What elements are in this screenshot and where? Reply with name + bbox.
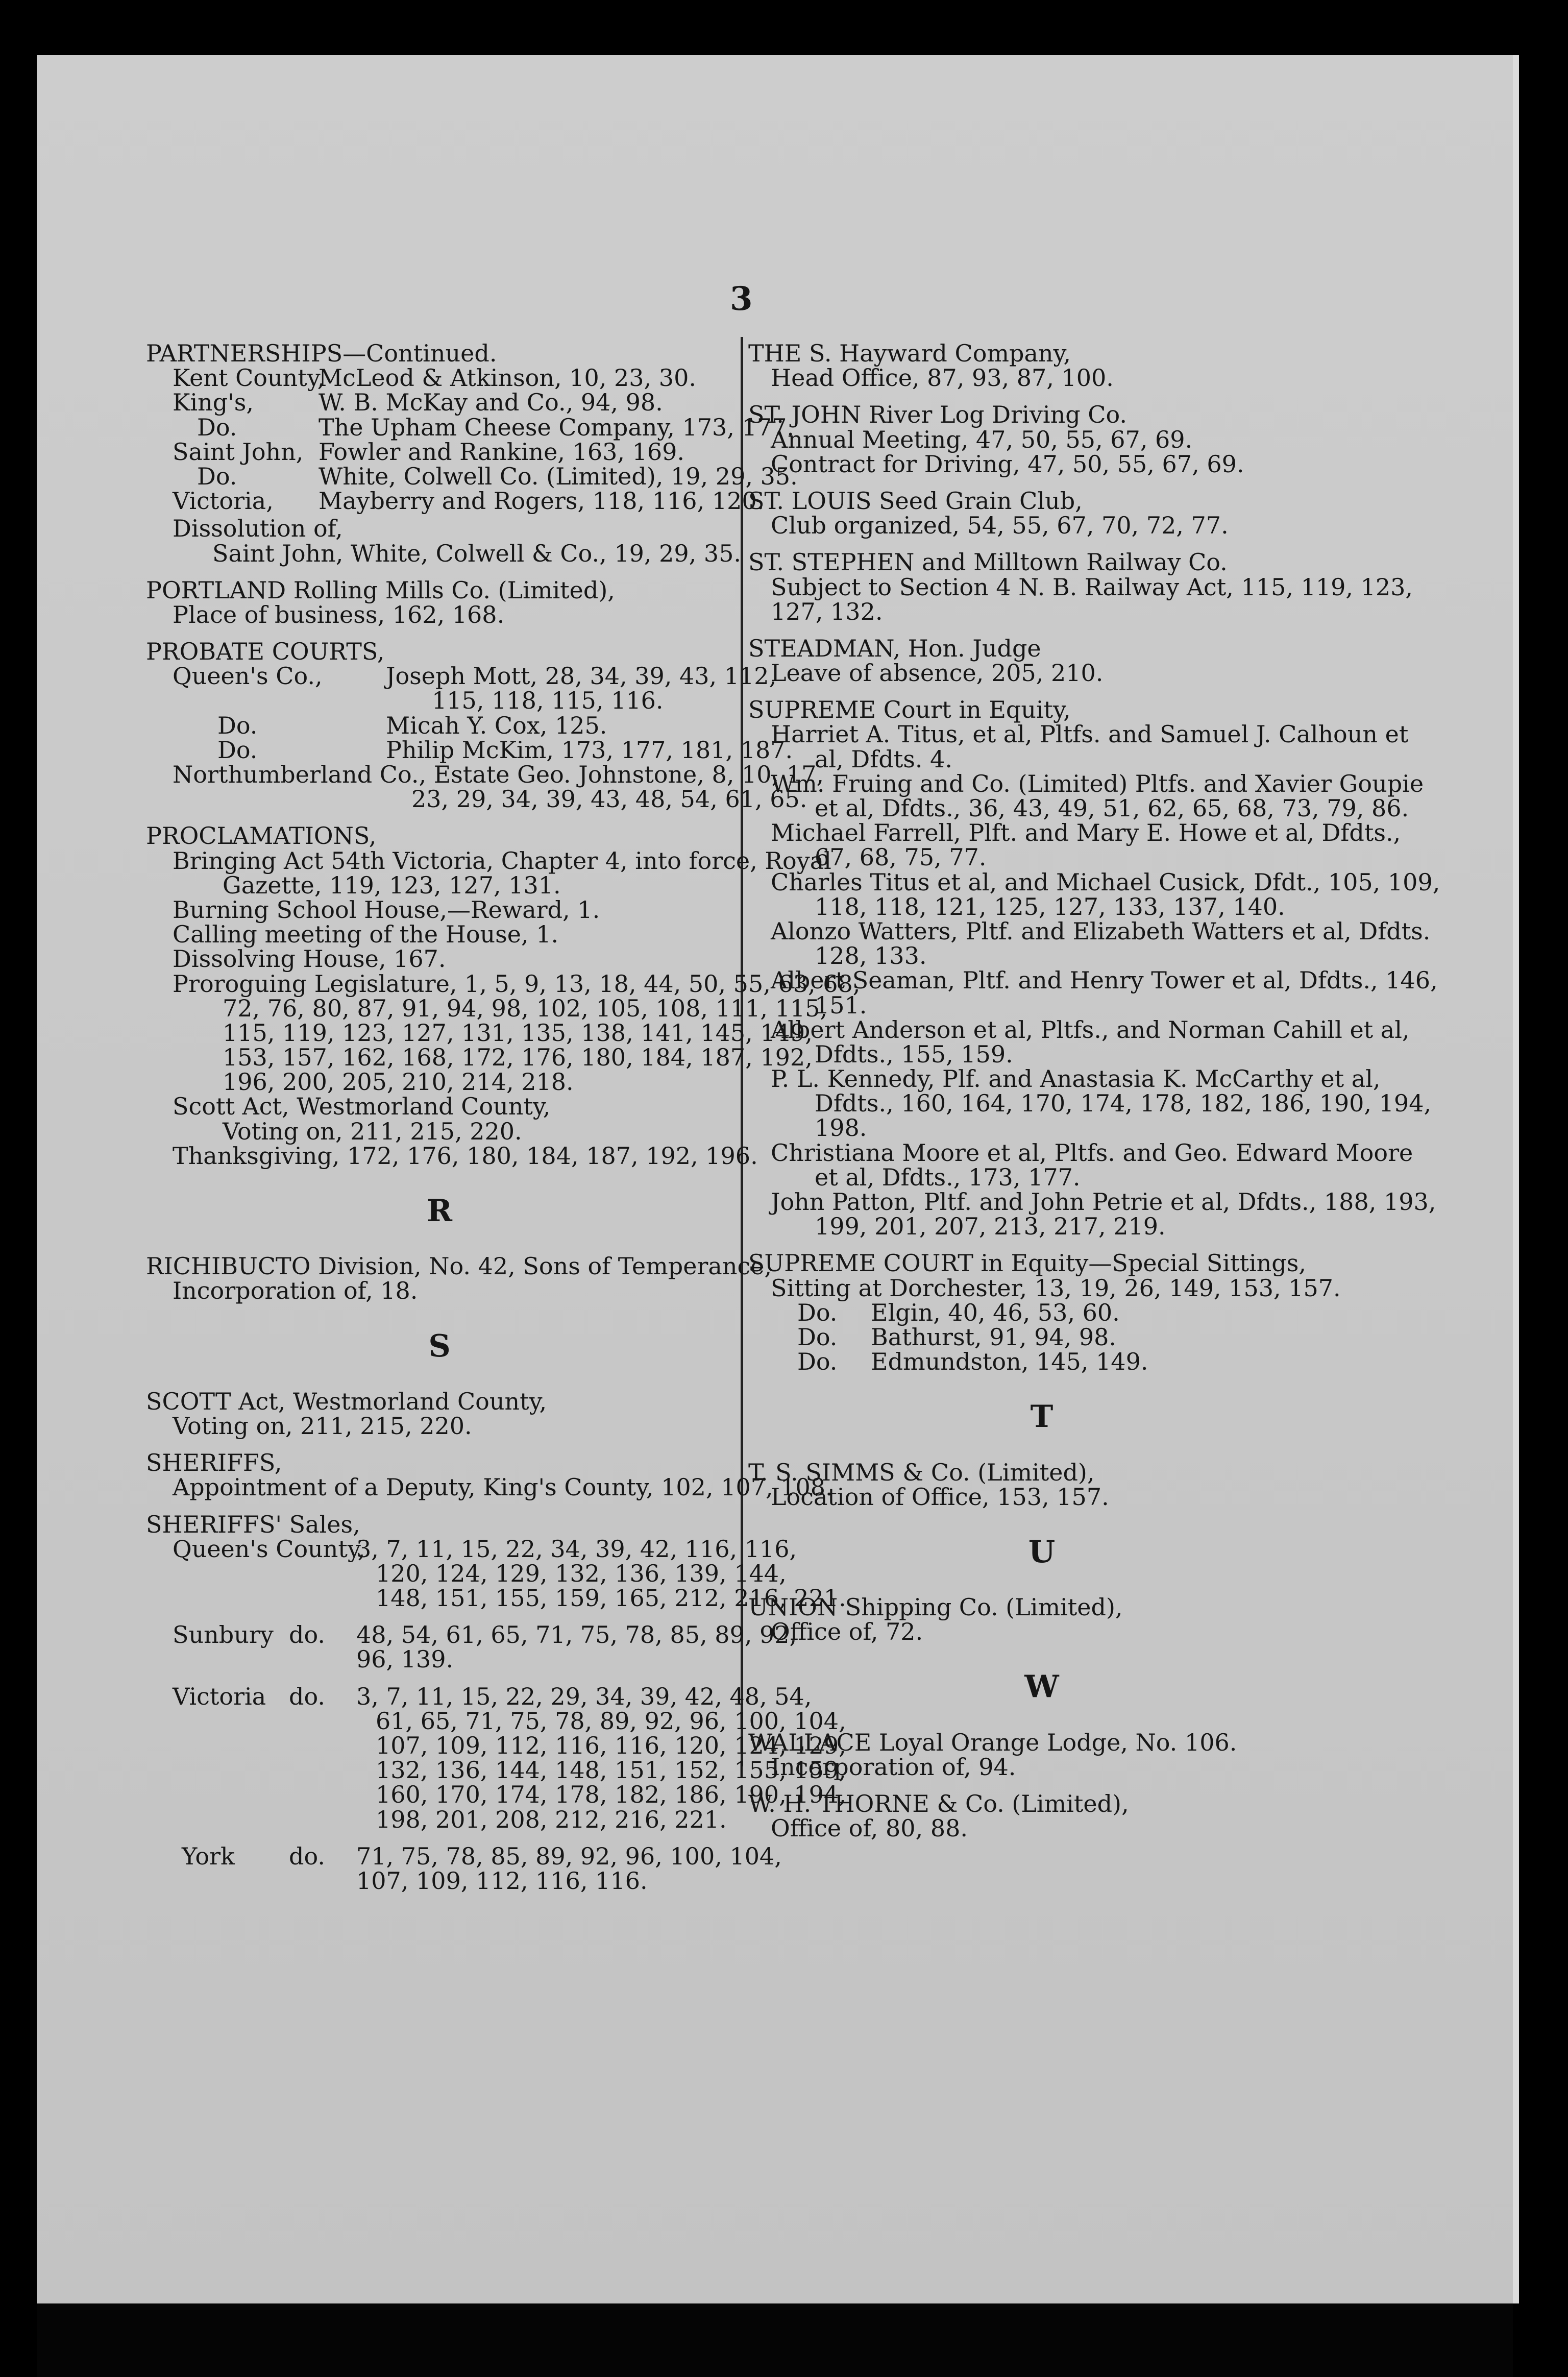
- index-entry: Victoria, Mayberry and Rogers, 118, 116, 120.: [173, 487, 765, 515]
- index-entry: 67, 68, 75, 77.: [815, 843, 987, 871]
- index-heading: THE S. Hayward Company,: [748, 339, 1071, 367]
- index-entry: Appointment of a Deputy, King's County, 102, 107, 108.: [173, 1473, 833, 1501]
- index-entry: 23, 29, 34, 39, 43, 48, 54, 61, 65.: [411, 785, 807, 813]
- index-heading: SUPREME Court in Equity,: [748, 696, 1071, 724]
- index-entry: John Patton, Pltf. and John Petrie et al, Dfdts., 188, 193,: [771, 1188, 1436, 1216]
- index-entry: Location of Office, 153, 157.: [771, 1483, 1109, 1511]
- section-letter: T: [1030, 1399, 1054, 1435]
- index-entry: Proroguing Legislature, 1, 5, 9, 13, 18, 44, 50, 55, 63, 68,: [173, 969, 861, 998]
- index-entry: Thanksgiving, 172, 176, 180, 184, 187, 192, 196.: [173, 1142, 758, 1170]
- index-entry: 115, 118, 115, 116.: [432, 687, 664, 715]
- index-entry: 107, 109, 112, 116, 116, 120, 124, 129,: [376, 1732, 846, 1759]
- index-entry: Head Office, 87, 93, 87, 100.: [771, 364, 1114, 392]
- index-entry: Burning School House,—Reward, 1.: [173, 895, 600, 924]
- index-entry: 198, 201, 208, 212, 216, 221.: [376, 1805, 727, 1833]
- index-heading: ST. LOUIS Seed Grain Club,: [748, 487, 1083, 515]
- index-entry: Victoria do. 3, 7, 11, 15, 22, 29, 34, 39, 42, 48, 54,: [173, 1682, 812, 1710]
- index-entry: 198.: [815, 1114, 867, 1142]
- section-letter: U: [1028, 1534, 1056, 1570]
- index-heading: SCOTT Act, Westmorland County,: [146, 1387, 547, 1415]
- index-entry: Harriet A. Titus, et al, Pltfs. and Samuel J. Calhoun et: [771, 720, 1409, 748]
- index-heading: UNION Shipping Co. (Limited),: [748, 1593, 1123, 1621]
- index-heading: SUPREME COURT in Equity—Special Sittings,: [748, 1249, 1306, 1277]
- index-entry: King's, W. B. McKay and Co., 94, 98.: [173, 389, 663, 417]
- index-entry: Do. Micah Y. Cox, 125.: [217, 711, 607, 739]
- index-entry: 96, 139.: [356, 1645, 454, 1673]
- index-entry: et al, Dfdts., 36, 43, 49, 51, 62, 65, 68, 73, 79, 86.: [815, 794, 1409, 822]
- page-number: 3: [730, 280, 753, 318]
- index-entry: Scott Act, Westmorland County,: [173, 1093, 551, 1121]
- index-entry: 61, 65, 71, 75, 78, 89, 92, 96, 100, 104,: [376, 1707, 846, 1735]
- index-entry: Incorporation of, 94.: [771, 1753, 1016, 1781]
- index-entry: Do. The Upham Cheese Company, 173, 177.: [197, 413, 794, 441]
- index-entry: 199, 201, 207, 213, 217, 219.: [815, 1212, 1166, 1241]
- index-entry: Do. Philip McKim, 173, 177, 181, 187.: [217, 736, 793, 764]
- index-heading: PROCLAMATIONS,: [146, 822, 377, 850]
- index-heading: PARTNERSHIPS—Continued.: [146, 339, 497, 367]
- section-letter: W: [1024, 1669, 1059, 1705]
- index-entry: Subject to Section 4 N. B. Railway Act, 115, 119, 123,: [771, 573, 1413, 601]
- index-entry: Leave of absence, 205, 210.: [771, 659, 1104, 687]
- index-heading: ST. JOHN River Log Driving Co.: [748, 401, 1127, 429]
- index-entry: Club organized, 54, 55, 67, 70, 72, 77.: [771, 512, 1229, 540]
- index-entry: Dissolving House, 167.: [173, 945, 446, 973]
- index-entry: Saint John, Fowler and Rankine, 163, 169.: [173, 438, 685, 466]
- index-heading: W. H. THORNE & Co. (Limited),: [748, 1790, 1129, 1817]
- index-entry: et al, Dfdts., 173, 177.: [815, 1163, 1081, 1191]
- index-entry: Do. Elgin, 40, 46, 53, 60.: [797, 1298, 1120, 1326]
- index-heading: PROBATE COURTS,: [146, 638, 385, 666]
- index-entry: Bringing Act 54th Victoria, Chapter 4, into force, Royal: [173, 846, 831, 875]
- index-entry: Christiana Moore et al, Pltfs. and Geo. Edward Moore: [771, 1138, 1413, 1167]
- index-entry: Do. Bathurst, 91, 94, 98.: [797, 1323, 1117, 1351]
- index-entry: Michael Farrell, Plft. and Mary E. Howe et al, Dfdts.,: [771, 819, 1401, 847]
- index-entry: Dfdts., 155, 159.: [815, 1040, 1013, 1068]
- index-entry: Gazette, 119, 123, 127, 131.: [223, 871, 561, 899]
- index-heading: ST. STEPHEN and Milltown Railway Co.: [748, 548, 1228, 576]
- index-heading: RICHIBUCTO Division, No. 42, Sons of Temperance,: [146, 1252, 772, 1280]
- index-entry: 160, 170, 174, 178, 182, 186, 190, 194,: [376, 1781, 846, 1809]
- index-entry: Do. Edmundston, 145, 149.: [797, 1348, 1148, 1376]
- index-heading: STEADMAN, Hon. Judge: [748, 634, 1041, 662]
- index-entry: 196, 200, 205, 210, 214, 218.: [223, 1068, 574, 1096]
- index-entry: Queen's County, 3, 7, 11, 15, 22, 34, 39, 42, 116, 116,: [173, 1535, 797, 1563]
- index-entry: Annual Meeting, 47, 50, 55, 67, 69.: [771, 425, 1193, 453]
- index-heading: T. S. SIMMS & Co. (Limited),: [748, 1458, 1095, 1486]
- index-heading: PORTLAND Rolling Mills Co. (Limited),: [146, 576, 615, 604]
- right-column: [748, 339, 1440, 1842]
- index-entry: 128, 133.: [815, 942, 927, 970]
- index-entry: Office of, 72.: [771, 1618, 923, 1646]
- index-heading: WALLACE Loyal Orange Lodge, No. 106.: [748, 1728, 1237, 1756]
- index-entry: York do. 71, 75, 78, 85, 89, 92, 96, 100, 104,: [182, 1842, 782, 1870]
- index-entry: Sitting at Dorchester, 13, 19, 26, 149, 153, 157.: [771, 1274, 1341, 1302]
- page-edge: [1513, 55, 1519, 2303]
- index-entry: Albert Seaman, Pltf. and Henry Tower et al, Dfdts., 146,: [771, 966, 1438, 995]
- index-entry: 153, 157, 162, 168, 172, 176, 180, 184, 187, 192,: [223, 1044, 813, 1072]
- index-entry: al, Dfdts. 4.: [815, 745, 952, 773]
- index-entry: Saint John, White, Colwell & Co., 19, 29, 35.: [212, 539, 742, 567]
- index-entry: Albert Anderson et al, Pltfs., and Norman Cahill et al,: [771, 1015, 1410, 1044]
- index-entry: 148, 151, 155, 159, 165, 212, 216, 221.: [376, 1584, 846, 1612]
- index-entry: Contract for Driving, 47, 50, 55, 67, 69.: [771, 450, 1244, 478]
- index-entry: 120, 124, 129, 132, 136, 139, 144,: [376, 1559, 787, 1587]
- index-entry: Dfdts., 160, 164, 170, 174, 178, 182, 186, 190, 194,: [815, 1089, 1432, 1118]
- index-entry: Voting on, 211, 215, 220.: [223, 1117, 522, 1145]
- index-entry: 72, 76, 80, 87, 91, 94, 98, 102, 105, 108, 111, 115,: [223, 994, 828, 1022]
- index-heading: SHERIFFS,: [146, 1449, 282, 1477]
- index-entry: 107, 109, 112, 116, 116.: [356, 1866, 648, 1895]
- index-entry: Calling meeting of the House, 1.: [173, 920, 559, 949]
- index-entry: Voting on, 211, 215, 220.: [173, 1412, 472, 1440]
- index-entry: 115, 119, 123, 127, 131, 135, 138, 141, 145, 149,: [223, 1018, 813, 1047]
- index-entry: 132, 136, 144, 148, 151, 152, 155, 159,: [376, 1756, 846, 1784]
- index-entry: Office of, 80, 88.: [771, 1814, 968, 1842]
- index-entry: Northumberland Co., Estate Geo. Johnstone, 8, 10, 17,: [173, 761, 824, 788]
- section-letter: R: [427, 1193, 452, 1229]
- scan-border: [37, 2303, 1513, 2377]
- section-letter: S: [428, 1328, 451, 1364]
- index-entry: Alonzo Watters, Pltf. and Elizabeth Watters et al, Dfdts.: [771, 917, 1431, 945]
- index-entry: Wm. Fruing and Co. (Limited) Pltfs. and Xavier Goupie: [771, 769, 1424, 797]
- index-entry: Place of business, 162, 168.: [173, 600, 505, 628]
- index-entry: Dissolution of,: [173, 515, 343, 543]
- index-entry: 151.: [815, 991, 867, 1019]
- index-heading: SHERIFFS' Sales,: [146, 1510, 360, 1538]
- index-entry: 127, 132.: [771, 597, 883, 625]
- index-entry: P. L. Kennedy, Plf. and Anastasia K. McCarthy et al,: [771, 1065, 1381, 1093]
- index-entry: Kent County, McLeod & Atkinson, 10, 23, 30.: [173, 364, 696, 392]
- index-entry: Sunbury do. 48, 54, 61, 65, 71, 75, 78, 85, 89, 92,: [173, 1621, 797, 1649]
- index-entry: Charles Titus et al, and Michael Cusick, Dfdt., 105, 109,: [771, 868, 1440, 896]
- index-entry: 118, 118, 121, 125, 127, 133, 137, 140.: [815, 892, 1285, 920]
- index-entry: Do. White, Colwell Co. (Limited), 19, 29, 35.: [197, 462, 798, 490]
- index-entry: Incorporation of, 18.: [173, 1277, 418, 1305]
- index-entry: Queen's Co., Joseph Mott, 28, 34, 39, 43, 112,: [173, 662, 777, 690]
